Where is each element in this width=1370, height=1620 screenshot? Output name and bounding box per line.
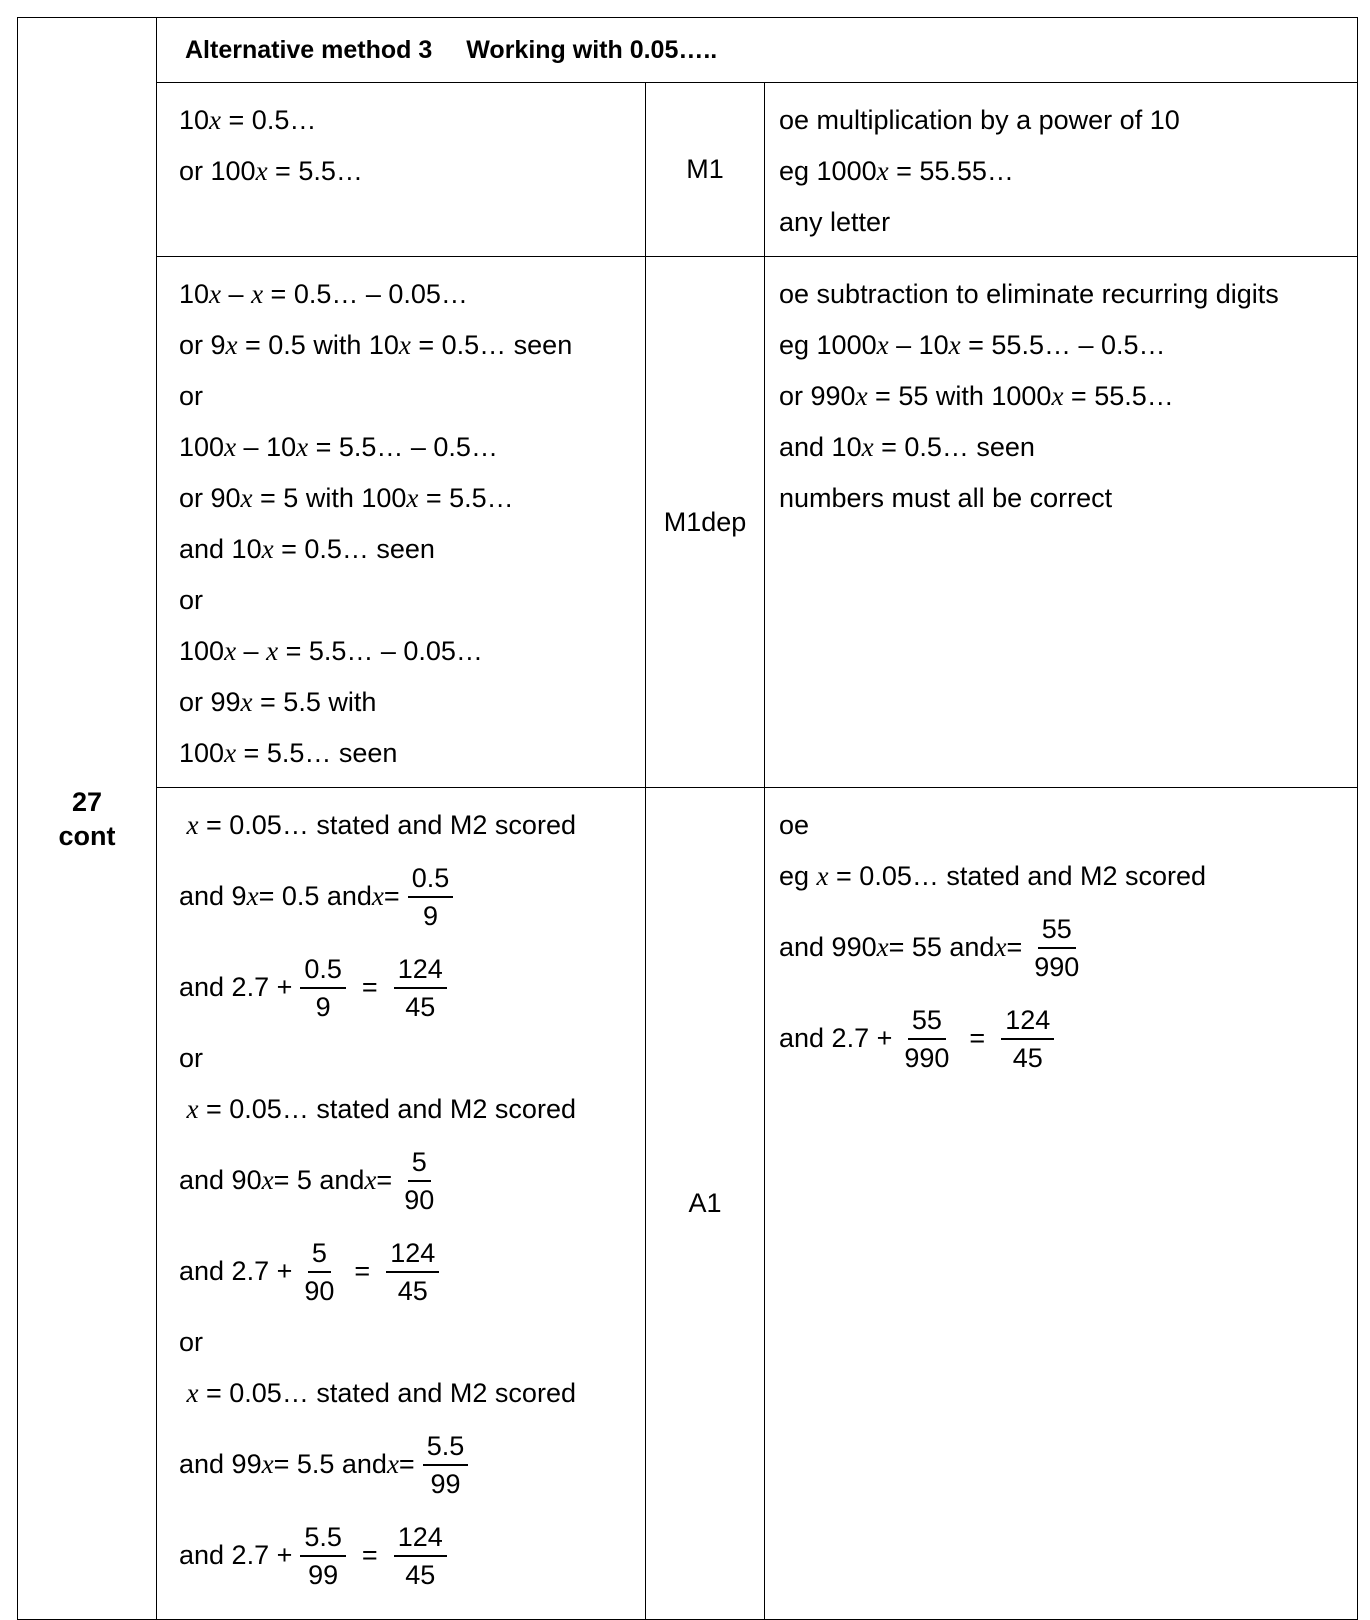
fraction: $\frac{124}{45}$ — [394, 1519, 447, 1593]
working-fraction-line: and 90 x = 5 and x = $\frac{5}{90}$ — [179, 1135, 627, 1226]
comment-cell — [765, 257, 1358, 788]
working-line: 100x – x = 5.5… – 0.05… — [179, 636, 483, 666]
comment-fraction-line: and 990 x = 55 and x = $\frac{55}{990}$ — [779, 902, 1343, 993]
working-line: or 100x = 5.5… — [179, 156, 363, 186]
fraction: $\frac{124}{45}$ — [1001, 1002, 1054, 1076]
question-number: 27 — [71, 786, 103, 817]
working-line: 10x – x = 0.5… – 0.05… — [179, 279, 468, 309]
working-line: 100x = 5.5… seen — [179, 738, 398, 768]
working-line: or — [179, 381, 204, 411]
working-line: or — [179, 1327, 204, 1357]
working-line: x = 0.05… stated and M2 scored — [186, 810, 576, 840]
working-fraction-line: and 2.7 + $\frac{0.5}{9}$ = $\frac{124}{45}$ — [179, 942, 627, 1033]
working-cell — [157, 83, 646, 257]
working-line: or 90x = 5 with 100x = 5.5… — [179, 483, 514, 513]
comment-line: or 990x = 55 with 1000x = 55.5… — [779, 381, 1174, 411]
comment-line: oe — [779, 810, 810, 840]
fraction: $\frac{124}{45}$ — [394, 951, 447, 1025]
fraction: $\frac{5.5}{99}$ — [423, 1428, 469, 1502]
working-fraction-line: and 99 x = 5.5 and x = $\frac{5.5}{99}$ — [179, 1419, 627, 1510]
comment-line: eg 1000x – 10x = 55.5… – 0.5… — [779, 330, 1166, 360]
comment-line: numbers must all be correct — [779, 483, 1113, 513]
method-title: Alternative method 3 — [185, 35, 433, 64]
fraction: $\frac{5.5}{99}$ — [300, 1519, 346, 1593]
fraction: $\frac{55}{990}$ — [900, 1002, 953, 1076]
comment-line: oe subtraction to eliminate recurring digits — [779, 279, 1279, 309]
question-suffix: cont — [58, 820, 116, 851]
working-cell — [157, 257, 646, 788]
table-row — [18, 788, 1358, 1620]
mark-cell: M1 — [646, 83, 765, 257]
working-line: 100x – 10x = 5.5… – 0.5… — [179, 432, 498, 462]
fraction: $\frac{5}{90}$ — [300, 1235, 338, 1309]
working-line: 10x = 0.5… — [179, 105, 317, 135]
working-line: x = 0.05… stated and M2 scored — [186, 1094, 576, 1124]
question-number-cell — [18, 18, 157, 1620]
working-fraction-line: and 9 x = 0.5 and x = $\frac{0.5}{9}$ — [179, 851, 627, 942]
table-row — [18, 257, 1358, 788]
comment-fraction-line: and 2.7 + $\frac{55}{990}$ = $\frac{124}{45}$ — [779, 993, 1343, 1084]
comment-line: any letter — [779, 207, 891, 237]
fraction: $\frac{0.5}{9}$ — [300, 951, 346, 1025]
fraction: $\frac{55}{990}$ — [1030, 911, 1083, 985]
working-cell — [157, 788, 646, 1620]
working-line: and 10x = 0.5… seen — [179, 534, 435, 564]
mark-scheme-table — [17, 17, 1358, 1620]
method-header — [157, 18, 1358, 83]
comment-line: oe multiplication by a power of 10 — [779, 105, 1180, 135]
fraction: $\frac{5}{90}$ — [400, 1144, 438, 1218]
comment-cell — [765, 83, 1358, 257]
table-row — [18, 83, 1358, 257]
working-line: or — [179, 1043, 204, 1073]
working-fraction-line: and 2.7 + $\frac{5.5}{99}$ = $\frac{124}{45}$ — [179, 1510, 627, 1601]
fraction: $\frac{124}{45}$ — [386, 1235, 439, 1309]
comment-line: and 10x = 0.5… seen — [779, 432, 1035, 462]
working-line: x = 0.05… stated and M2 scored — [186, 1378, 576, 1408]
working-line: or — [179, 585, 204, 615]
working-line: or 99x = 5.5 with — [179, 687, 377, 717]
fraction: $\frac{0.5}{9}$ — [408, 860, 454, 934]
mark-cell: A1 — [646, 788, 765, 1620]
comment-line: eg 1000x = 55.55… — [779, 156, 1014, 186]
comment-cell — [765, 788, 1358, 1620]
working-fraction-line: and 2.7 + $\frac{5}{90}$ = $\frac{124}{45}$ — [179, 1226, 627, 1317]
method-subtitle: Working with 0.05….. — [466, 35, 718, 64]
comment-line: eg x = 0.05… stated and M2 scored — [779, 861, 1207, 891]
mark-cell: M1dep — [646, 257, 765, 788]
working-line: or 9x = 0.5 with 10x = 0.5… seen — [179, 330, 573, 360]
